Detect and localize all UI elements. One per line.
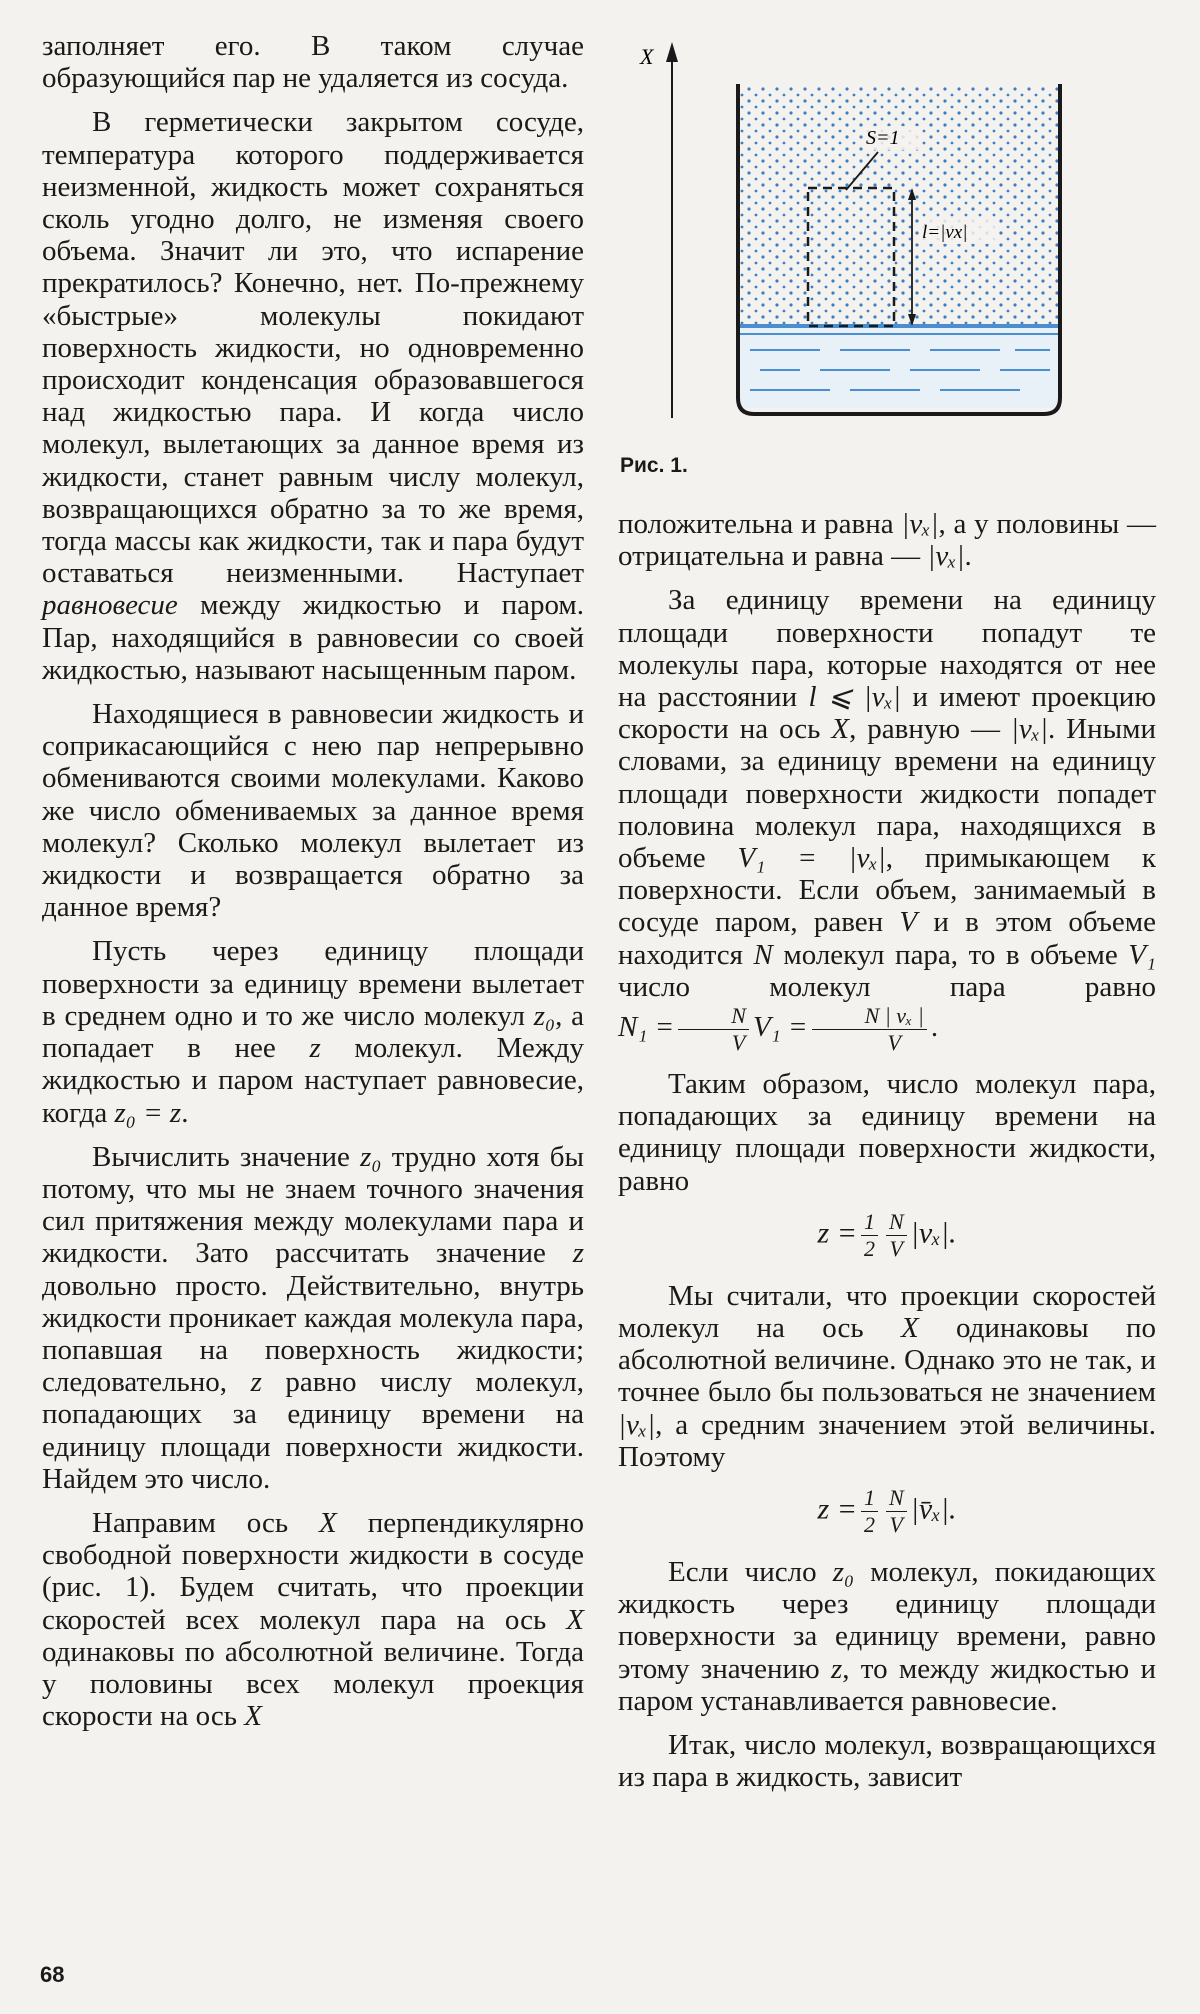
page-number: 68 — [40, 1962, 65, 1987]
vessel-diagram — [620, 38, 1160, 458]
area-label: S=1 — [866, 127, 900, 149]
equation-n1: N₁ = $\frac{N}{V}$ V₁ = $\frac{\text{N | vₓ |}}{V}$ . — [618, 1003, 939, 1056]
equation-z-mean: z = $\frac{1}{2}$ $\frac{N}{V}$ |v̄ₓ|. — [817, 1485, 957, 1538]
equation-z: z = $\frac{1}{2}$ $\frac{N}{V}$ |vₓ|. — [817, 1208, 957, 1261]
paragraph: заполняет его. В таком случае образующийся пар не удаляется из сосуда. — [42, 30, 584, 95]
paragraph: Находящиеся в равновесии жидкость и соприкасающийся с нею пар непрерывно обмениваются своими молекулами. Каково же число обмениваемых за данное время молекул? Сколько молекул вылетает из жидкости и возвращается обратно за данное время? — [42, 698, 584, 924]
paragraph: Мы считали, что проекции скоростей молекул на ось X одинаковы по абсолютной величине. Однако это не так, и точнее было бы пользоваться не значением |vₓ|, а средним значением этой величины. Поэтому — [618, 1279, 1156, 1473]
figure-caption: Рис. 1. — [620, 454, 688, 477]
vapor-region — [738, 86, 1060, 326]
length-label: l=|vx| — [922, 222, 968, 243]
paragraph: Если число z₀ молекул, покидающих жидкость через единицу площади поверхности за единицу времени, равно этому значению z, то между жидкостью и паром устанавливается равновесие. — [618, 1556, 1157, 1717]
paragraph: Итак, число молекул, возвращающихся из пара в жидкость, зависит — [618, 1729, 1156, 1794]
left-column — [42, 30, 584, 1744]
liquid-region — [738, 326, 1060, 408]
paragraph: В герметически закрытом сосуде, температура которого поддерживается неизменной, жидкость может сохраняться сколь угодно долго, не изменяя своего объема. Значит ли это, что испарение прекратилось? Конечно, нет. По-прежнему «быстрые» молекулы покидают поверхность жидкости, но одновременно происходит конденсация образовавшегося над жидкостью пара. И когда число молекул, вылетающих за данное время из жидкости, станет равным числу молекул, возвращающихся обратно за то же время, тогда массы как жидкости, так и пара будут оставаться неизменными. Наступает равновесие между жидкостью и паром. Пар, находящийся в равновесии со своей жидкостью, называют насыщенным паром. — [42, 106, 585, 686]
axis-label: X — [640, 44, 654, 69]
paragraph: За единицу времени на единицу площади поверхности попадут те молекулы пара, которые находятся от нее на расстоянии l ⩽ |vₓ| и имеют проекцию скорости на ось X, равную — |vₓ|. Иными словами, за единицу времени на единицу площади поверхности жидкости попадет половина молекул пара, находящихся в объеме V₁ = |vₓ|, примыкающем к поверхности. Если объем, занимаемый в сосуде паром, равен V и в этом объеме находится N молекул пара, то в объеме V₁ число молекул пара равно N₁ = $\frac{N}{V}$ V₁ = $\frac{\text{N | vₓ |}}{V}$ . — [618, 584, 1157, 1056]
right-column — [618, 508, 1156, 1806]
x-axis-arrow-icon — [666, 42, 678, 62]
paragraph: Пусть через единицу площади поверхности за единицу времени вылетает в среднем одно и то же число молекул z₀, а попадает в нее z молекул. Между жидкостью и паром наступает равновесие, когда z₀ = z. — [42, 935, 585, 1129]
paragraph: Таким образом, число молекул пара, попадающих за единицу времени на единицу площади поверхности жидкости, равно — [618, 1068, 1156, 1197]
figure-vessel — [620, 38, 1160, 458]
paragraph: положительна и равна |vₓ|, а у половины — отрицательна и равна — |vₓ|. — [618, 508, 1156, 573]
paragraph: Направим ось X перпендикулярно свободной поверхности жидкости в сосуде (рис. 1). Будем считать, что проекции скоростей всех молекул пара на ось X одинаковы по абсолютной величине. Тогда у половины всех молекул проекция скорости на ось X — [42, 1506, 585, 1733]
emphasis: равновесие — [42, 589, 178, 622]
paragraph: Вычислить значение z₀ трудно хотя бы потому, что мы не знаем точного значения сил притяжения между молекулами пара и жидкости. Зато рассчитать значение z довольно просто. Действительно, внутрь жидкости проникает каждая молекула пара, попавшая на поверхность жидкости; следовательно, z равно числу молекул, попадающих за единицу времени на единицу площади поверхности жидкости. Найдем это число. — [42, 1140, 585, 1495]
